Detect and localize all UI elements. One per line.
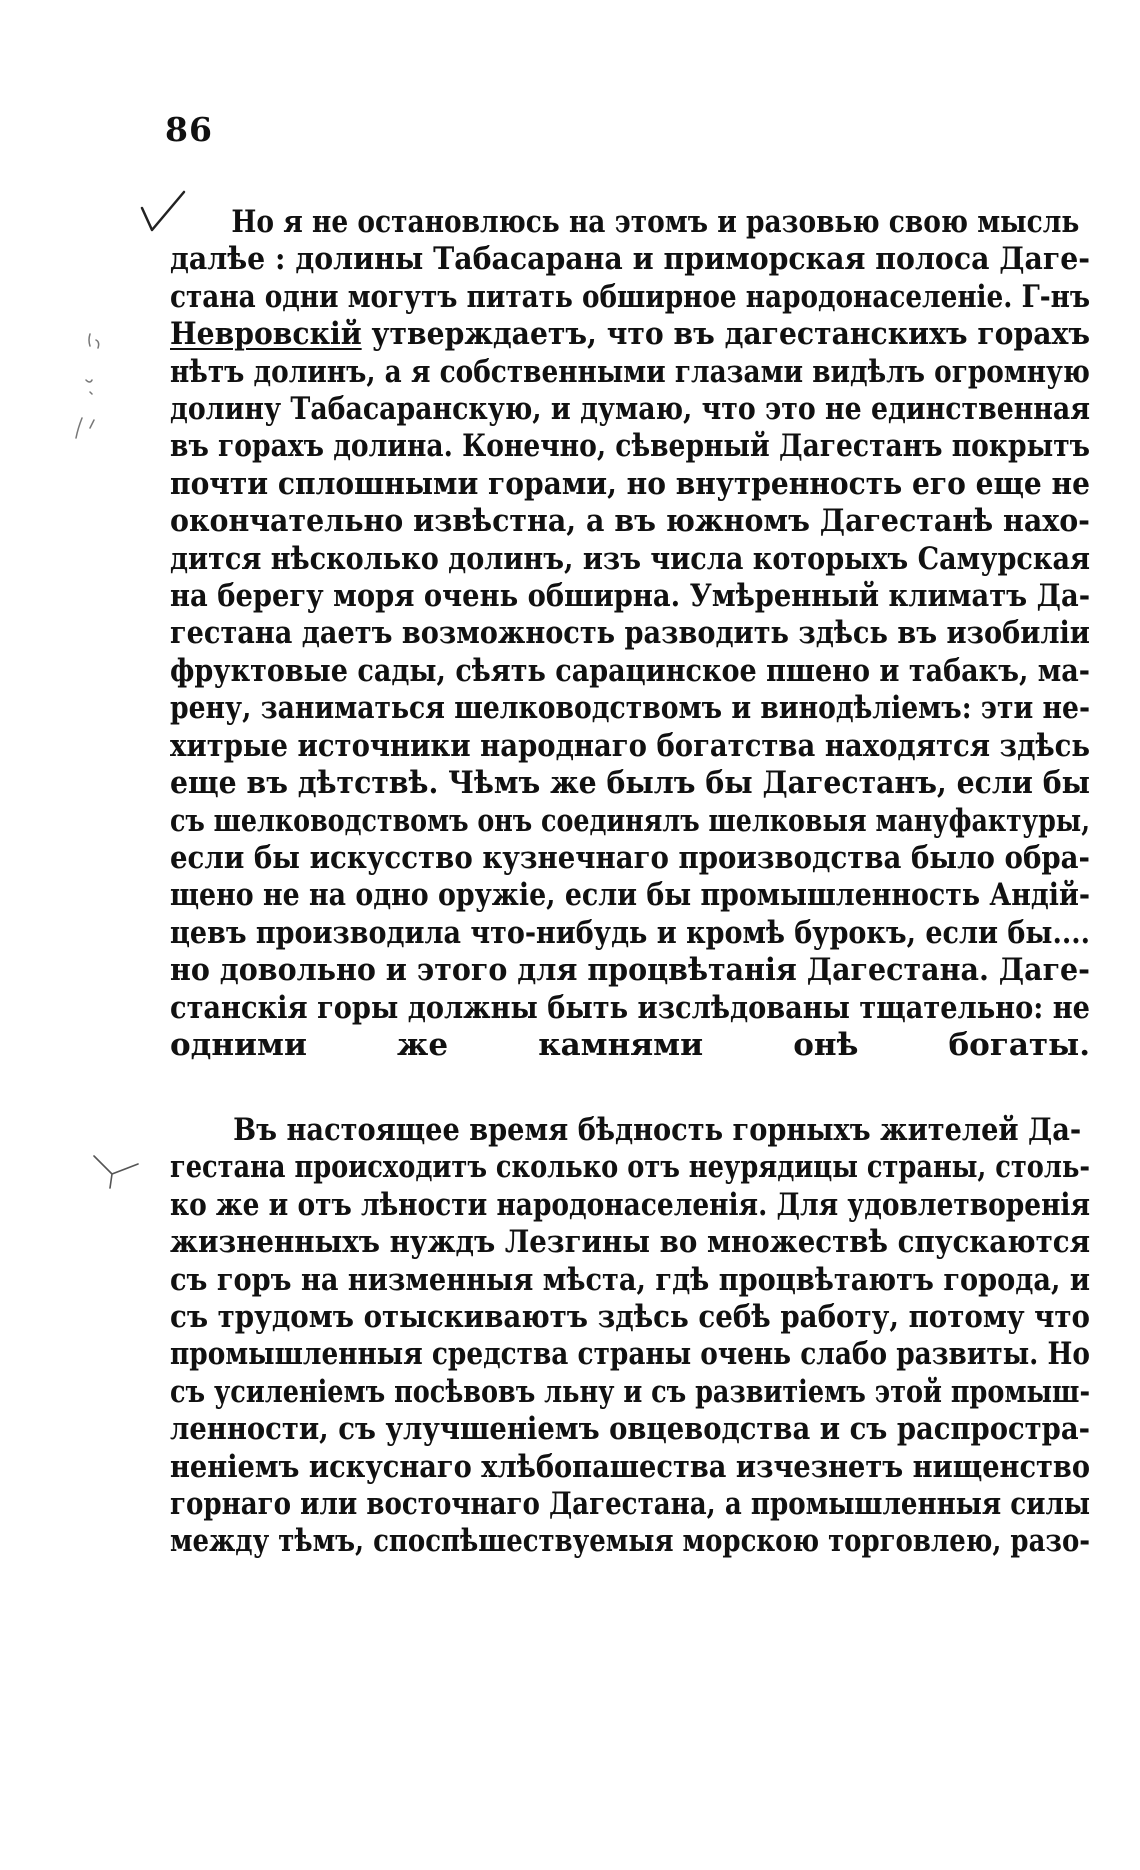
text-line: дится нѣсколько долинъ, изъ числа которыхъ Самурская xyxy=(170,540,1091,577)
text-line: еще въ дѣтствѣ. Чѣмъ же былъ бы Дагестанъ, если бы xyxy=(170,765,1090,802)
text-line: Но я не остановлюсь на этомъ и разовью свою мысль xyxy=(231,204,1080,240)
text-line: фруктовые сады, сѣять сарацинское пшено и табакъ, ма- xyxy=(170,652,1090,689)
text-line: съ шелководствомъ онъ соединялъ шелковыя мануфактуры, xyxy=(170,802,1091,839)
text-line: если бы искусство кузнечнаго производства было обра- xyxy=(170,839,1091,876)
text-line: гестана происходитъ сколько отъ неурядицы страны, столь- xyxy=(170,1149,1091,1186)
text-line: долину Табасаранскую, и думаю, что это не единственная xyxy=(170,391,1090,428)
underlined-name: Невровскій xyxy=(170,316,362,353)
text-line: окончательно извѣстна, а въ южномъ Дагестанѣ нахо- xyxy=(170,503,1090,540)
paragraph-1 xyxy=(170,204,1090,1064)
text-line: съ усиленіемъ посѣвовъ льну и съ развитіемъ этой промыш- xyxy=(170,1373,1091,1410)
text-line: ко же и отъ лѣности народонаселенія. Для удовлетворенія xyxy=(170,1186,1090,1223)
text-line: между тѣмъ, споспѣшествуемыя морскою торговлею, разо- xyxy=(170,1523,1091,1560)
text-line: станскія горы должны быть изслѣдованы тщательно: не xyxy=(170,989,1090,1026)
text-line: съ трудомъ отыскиваютъ здѣсь себѣ работу, потому что xyxy=(170,1299,1091,1336)
text-line: стана одни могутъ питать обширное народонаселеніе. Г-нъ xyxy=(170,278,1091,315)
paragraph-2 xyxy=(170,1112,1090,1561)
text-line: гестана даетъ возможность разводить здѣсь въ изобиліи xyxy=(170,615,1090,652)
text-line: но довольно и этого для процвѣтанія Дагестана. Даге- xyxy=(170,952,1091,989)
text-line: на берегу моря очень обширна. Умѣренный климатъ Да- xyxy=(170,578,1091,615)
text-line: щено не на одно оружіе, если бы промышленность Андій- xyxy=(170,877,1091,914)
text-line: жизненныхъ нуждъ Лезгины во множествѣ спускаются xyxy=(170,1224,1091,1261)
text-line: одними же камнями онѣ богаты. xyxy=(170,1026,1091,1063)
pencil-marginalia-icon xyxy=(60,330,110,440)
text-line: цевъ производила что-нибудь и кромѣ бурокъ, если бы.... xyxy=(170,914,1091,951)
text-line: далѣе : долины Табасарана и приморская полоса Даге- xyxy=(170,241,1091,278)
text-line: почти сплошными горами, но внутренность его еще не xyxy=(170,465,1090,502)
text-line: нѣтъ долинъ, а я собственными глазами видѣлъ огромную xyxy=(170,353,1090,390)
text-line: неніемъ искуснаго хлѣбопашества изчезнетъ нищенство xyxy=(170,1448,1090,1485)
text-line: рену, заниматься шелководствомъ и винодѣліемъ: эти не- xyxy=(170,690,1091,727)
text-line: въ горахъ долина. Конечно, сѣверный Дагестанъ покрытъ xyxy=(170,428,1091,465)
text-line: Въ настоящее время бѣдность горныхъ жителей Да- xyxy=(233,1112,1082,1148)
text-line xyxy=(170,316,1091,353)
text-line: ленности, съ улучшеніемъ овцеводства и съ распростра- xyxy=(170,1411,1090,1448)
page-number: 86 xyxy=(165,110,213,149)
text-line: промышленныя средства страны очень слабо развиты. Но xyxy=(170,1336,1090,1373)
text-line: горнаго или восточнаго Дагестана, а промышленныя силы xyxy=(170,1486,1091,1523)
text-fragment: утверждаетъ, что въ дагестанскихъ горахъ xyxy=(361,316,1091,353)
text-line: съ горъ на низменныя мѣста, гдѣ процвѣтаютъ города, и xyxy=(170,1261,1091,1298)
pencil-marginalia-icon xyxy=(90,1152,150,1192)
text-line: хитрые источники народнаго богатства находятся здѣсь xyxy=(170,727,1091,764)
